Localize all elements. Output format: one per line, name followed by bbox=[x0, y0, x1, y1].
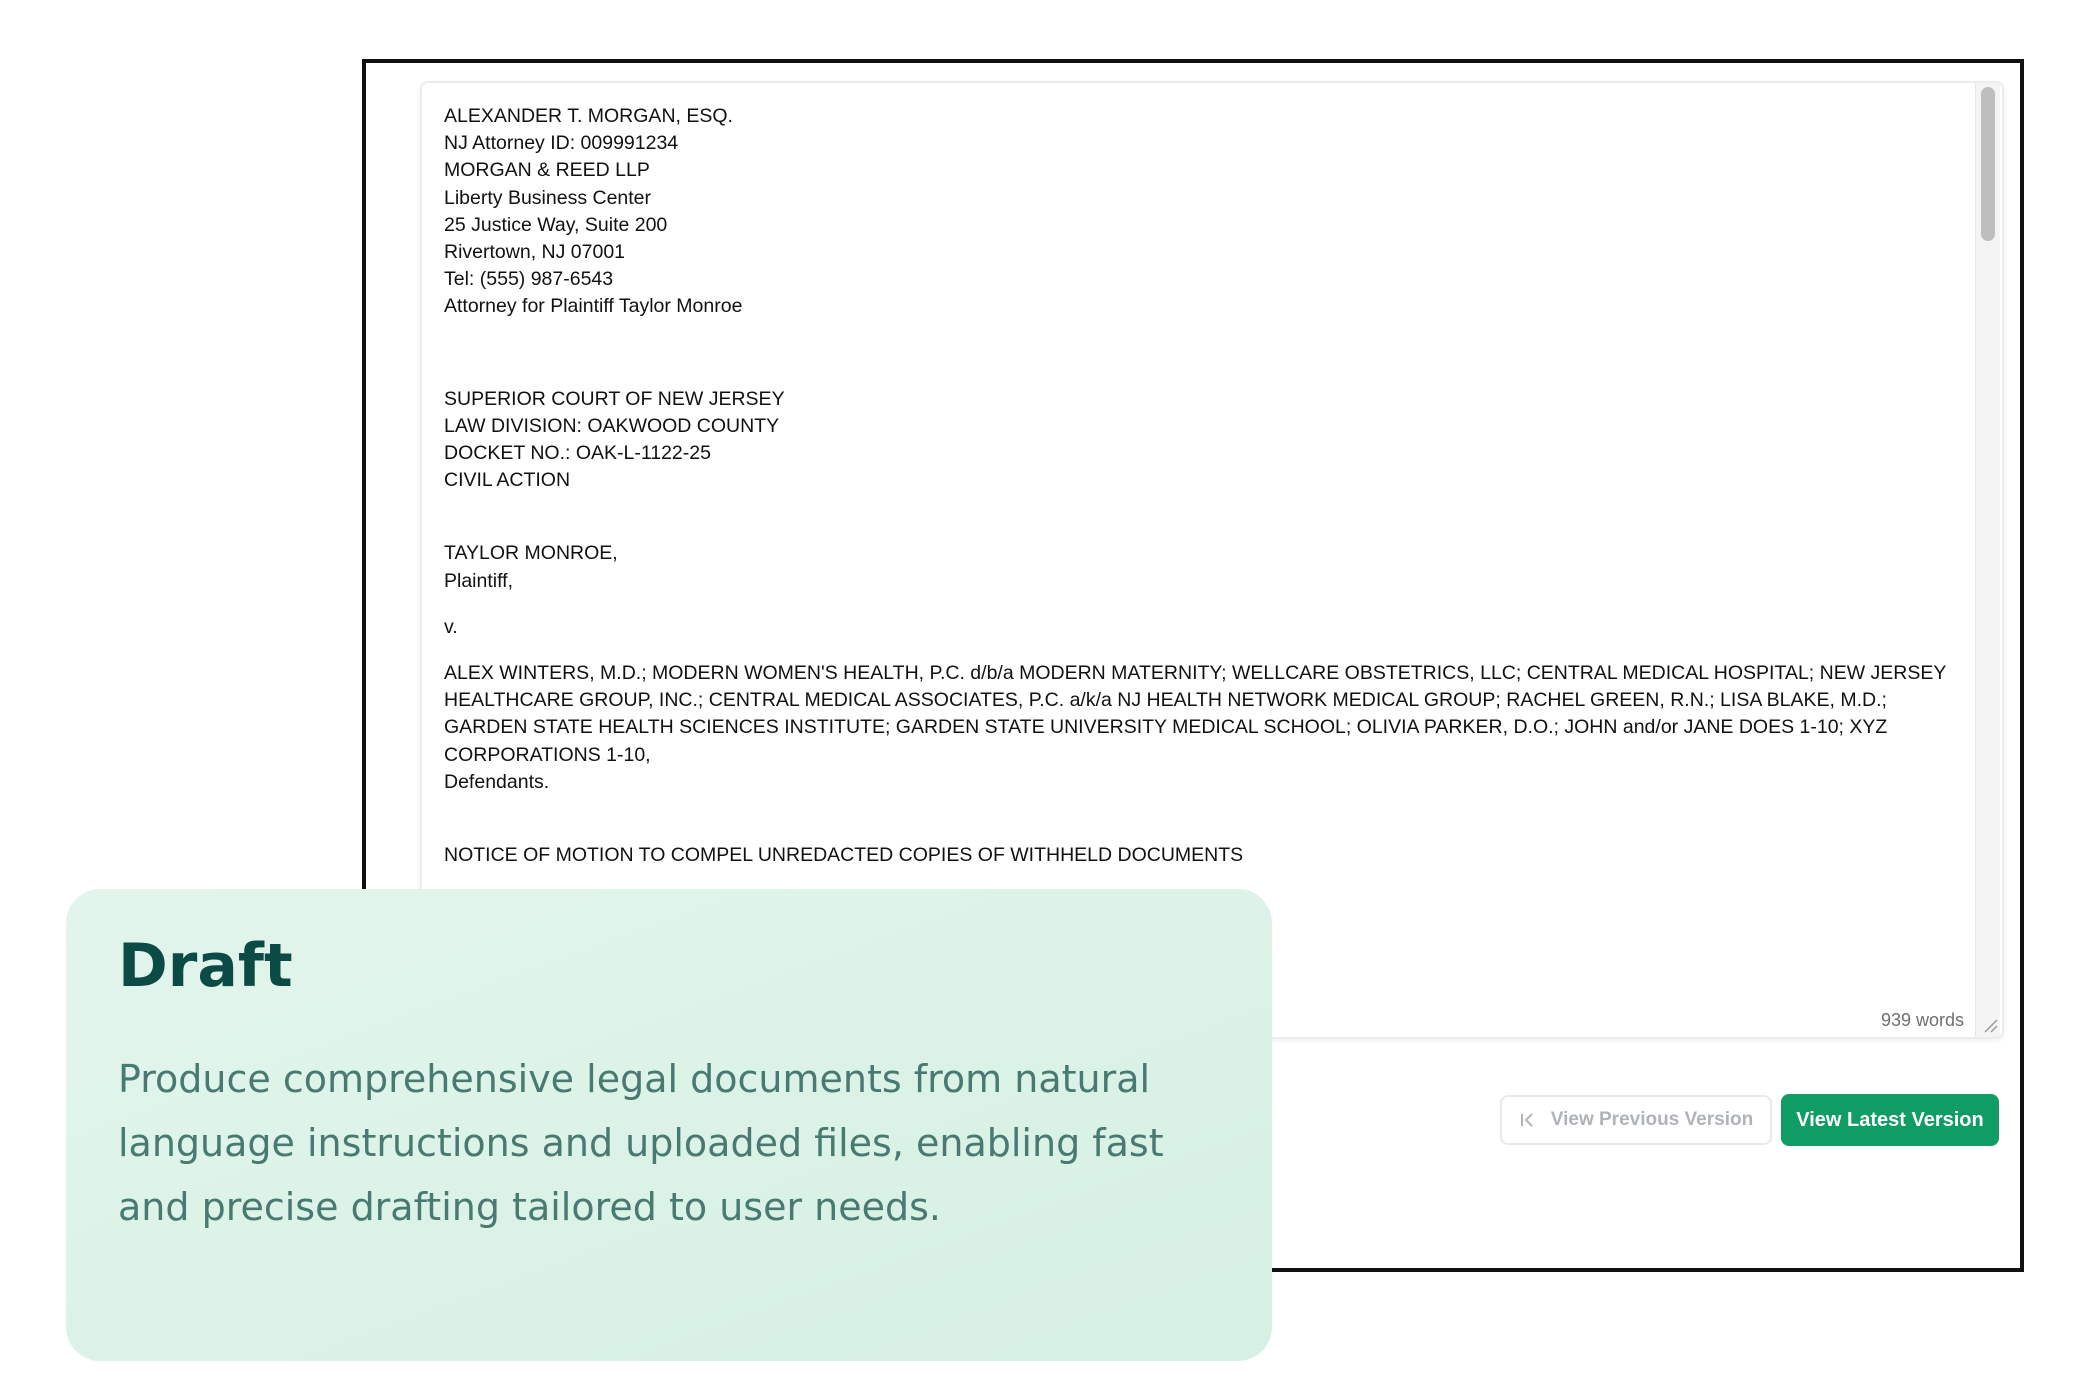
resize-grip-icon[interactable] bbox=[1982, 1017, 1998, 1033]
doc-paragraph-defendants: ALEX WINTERS, M.D.; MODERN WOMEN'S HEALTH, P.C. d/b/a MODERN MATERNITY; WELLCARE OBSTETRICS, LLC; CENTRAL MEDICAL HOSPITAL; NEW JERSEY HEALTHCARE GROUP, INC.; CENTRAL MEDICAL ASSOCIATES, P.C. a/k/a NJ HEALTH NETWORK MEDICAL GROUP; RACHEL GREEN, R.N.; LISA BLAKE, M.D.; GARDEN STATE HEALTH SCIENCES INSTITUTE; GARDEN STATE UNIVERSITY MEDICAL SCHOOL; OLIVIA PARKER, D.O.; JOHN and/or JANE DOES 1-10; XYZ CORPORATIONS 1-10, bbox=[444, 662, 1947, 766]
document-text[interactable] bbox=[444, 103, 1964, 988]
doc-line: MORGAN & REED LLP bbox=[444, 159, 650, 182]
doc-line: LAW DIVISION: OAKWOOD COUNTY bbox=[444, 414, 780, 437]
card-title: Draft bbox=[118, 931, 293, 1001]
view-latest-version-button[interactable] bbox=[1781, 1094, 1999, 1146]
scrollbar-thumb[interactable] bbox=[1981, 87, 1995, 241]
doc-line: CIVIL ACTION bbox=[444, 469, 571, 492]
word-count: 939 words bbox=[1877, 1010, 1968, 1031]
view-previous-version-button[interactable] bbox=[1500, 1095, 1772, 1145]
doc-line: DOCKET NO.: OAK-L-1122-25 bbox=[444, 442, 711, 465]
editor-scrollbar[interactable] bbox=[1975, 83, 2000, 1039]
doc-line: v. bbox=[444, 615, 458, 638]
doc-line: SUPERIOR COURT OF NEW JERSEY bbox=[444, 387, 785, 410]
doc-line: TAYLOR MONROE, bbox=[444, 542, 618, 565]
view-latest-version-label: View Latest Version bbox=[1796, 1108, 1984, 1131]
feature-card bbox=[66, 889, 1272, 1361]
doc-line: NJ Attorney ID: 009991234 bbox=[444, 132, 679, 155]
doc-line: Plaintiff, bbox=[444, 569, 514, 592]
doc-line: Rivertown, NJ 07001 bbox=[444, 241, 626, 264]
skip-back-icon bbox=[1519, 1111, 1537, 1129]
doc-heading-notice: NOTICE OF MOTION TO COMPEL UNREDACTED COPIES OF WITHHELD DOCUMENTS bbox=[444, 844, 1244, 867]
view-previous-version-label: View Previous Version bbox=[1550, 1109, 1754, 1130]
doc-line: 25 Justice Way, Suite 200 bbox=[444, 213, 668, 236]
doc-line: Attorney for Plaintiff Taylor Monroe bbox=[444, 295, 743, 318]
doc-line: Tel: (555) 987-6543 bbox=[444, 268, 614, 291]
doc-line: ALEXANDER T. MORGAN, ESQ. bbox=[444, 105, 733, 127]
card-description: Produce comprehensive legal documents from natural language instructions and uploaded files, enabling fast and precise drafting tailored to user needs. bbox=[118, 1057, 1164, 1229]
doc-line: Liberty Business Center bbox=[444, 186, 652, 209]
doc-line: Defendants. bbox=[444, 770, 550, 793]
